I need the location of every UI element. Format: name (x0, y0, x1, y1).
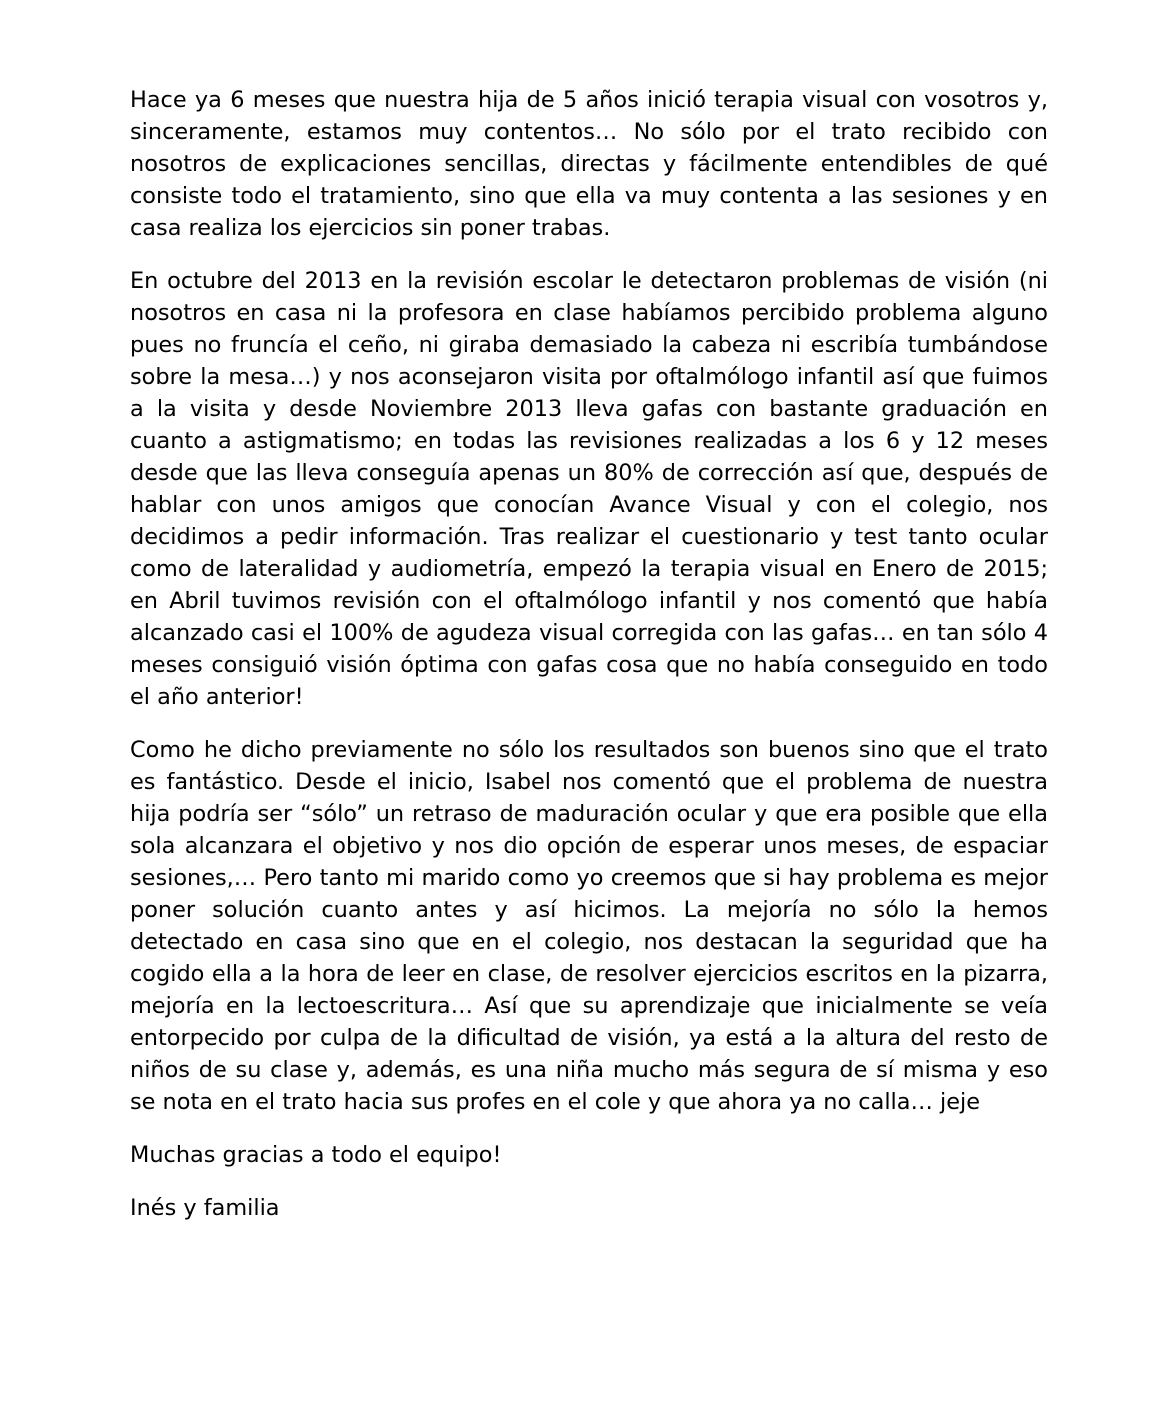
paragraph-history: En octubre del 2013 en la revisión escolar le detectaron problemas de visión (ni nosotros en casa ni la profesora en clase habíamos percibido problema alguno pues no fruncía el ceño, ni giraba demasiado la cabeza ni escribía tumbándose sobre la mesa…) y nos aconsejaron visita por oftalmólogo infantil así que fuimos a la visita y desde Noviembre 2013 lleva gafas con bastante graduación en cuanto a astigmatismo; en todas las revisiones realizadas a los 6 y 12 meses desde que las lleva conseguía apenas un 80% de corrección así que, después de hablar con unos amigos que conocían Avance Visual y con el colegio, nos decidimos a pedir información. Tras realizar el cuestionario y test tanto ocular como de lateralidad y audiometría, empezó la terapia visual en Enero de 2015; en Abril tuvimos revisión con el oftalmólogo infantil y nos comentó que había alcanzado casi el 100% de agudeza visual corregida con las gafas… en tan sólo 4 meses consiguió visión óptima con gafas cosa que no había conseguido en todo el año anterior! (130, 268, 1048, 710)
letter-page (130, 84, 1048, 1245)
paragraph-intro: Hace ya 6 meses que nuestra hija de 5 años inició terapia visual con vosotros y, sinceramente, estamos muy contentos… No sólo por el trato recibido con nosotros de explicaciones sencillas, directas y fácilmente entendibles de qué consiste todo el tratamiento, sino que ella va muy contenta a las sesiones y en casa realiza los ejercicios sin poner trabas. (130, 87, 1048, 241)
signature: Inés y familia (130, 1195, 280, 1221)
thanks-line: Muchas gracias a todo el equipo! (130, 1142, 502, 1168)
paragraph-results: Como he dicho previamente no sólo los resultados son buenos sino que el trato es fantástico. Desde el inicio, Isabel nos comentó que el problema de nuestra hija podría ser “sólo” un retraso de maduración ocular y que era posible que ella sola alcanzara el objetivo y nos dio opción de esperar unos meses, de espaciar sesiones,… Pero tanto mi marido como yo creemos que si hay problema es mejor poner solución cuanto antes y así hicimos. La mejoría no sólo la hemos detectado en casa sino que en el colegio, nos destacan la seguridad que ha cogido ella a la hora de leer en clase, de resolver ejercicios escritos en la pizarra, mejoría en la lectoescritura… Así que su aprendizaje que inicialmente se veía entorpecido por culpa de la dificultad de visión, ya está a la altura del resto de niños de su clase y, además, es una niña mucho más segura de sí misma y eso se nota en el trato hacia sus profes en el cole y que ahora ya no calla… jeje (130, 737, 1048, 1115)
